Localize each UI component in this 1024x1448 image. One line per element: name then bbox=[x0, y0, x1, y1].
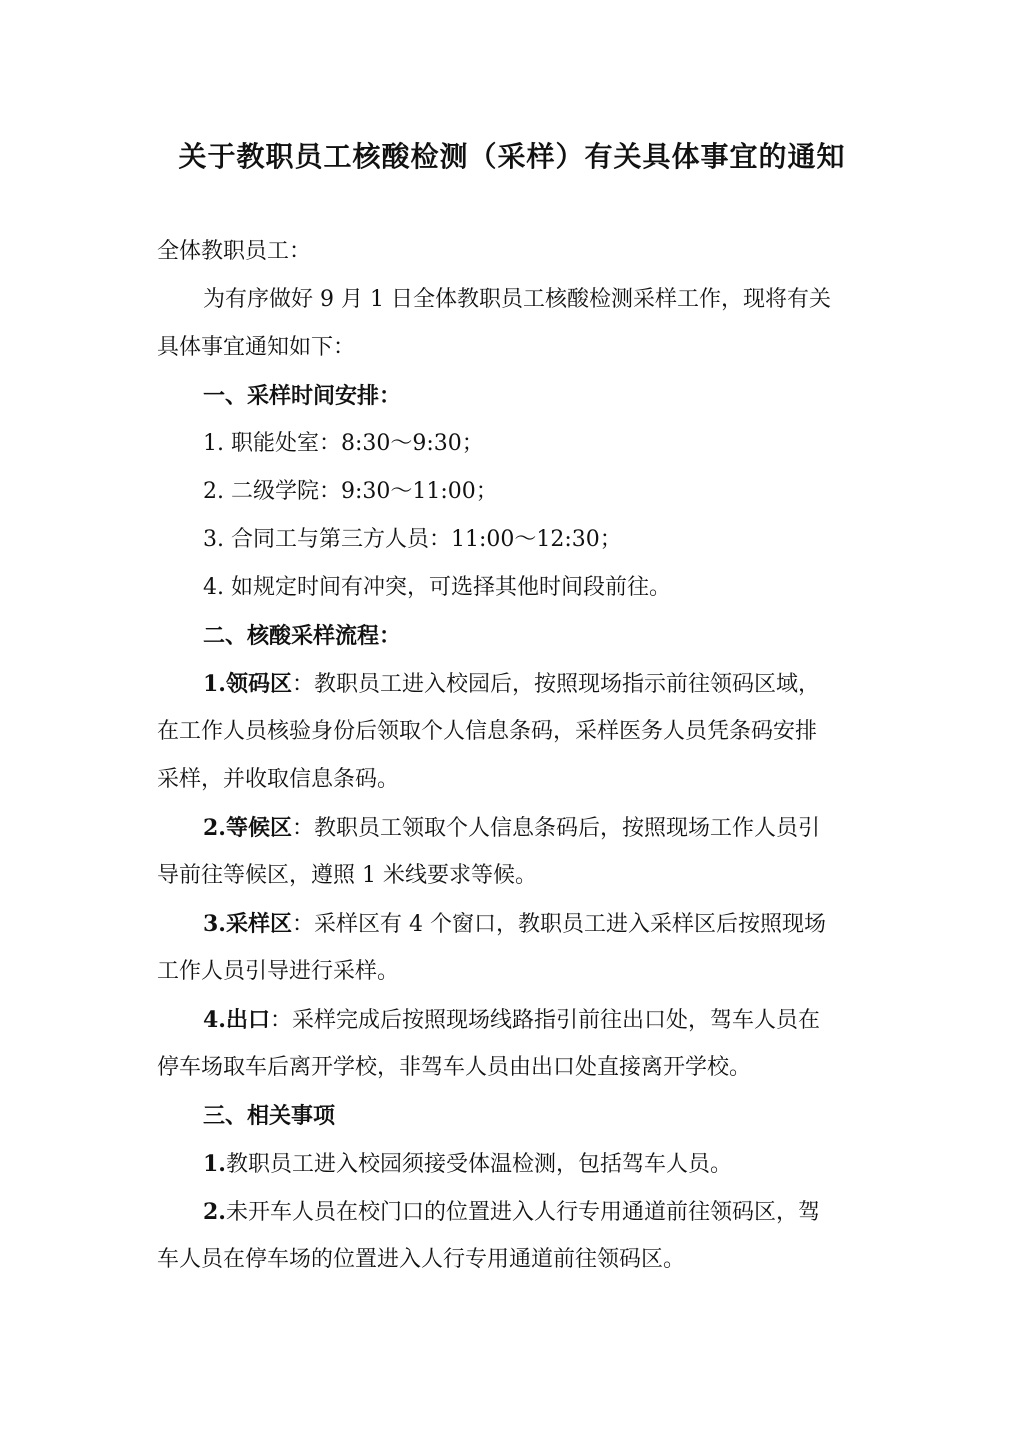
section-3-heading: 三、相关事项 bbox=[203, 1103, 336, 1129]
schedule-item: 1. 职能处室：8:30～9:30； bbox=[203, 431, 484, 456]
process-item-exit bbox=[203, 996, 872, 1045]
process-item-label: 2.等候区 bbox=[203, 815, 292, 841]
process-item-label: 4.出口 bbox=[203, 1007, 270, 1033]
schedule-item: 2. 二级学院：9:30～11:00； bbox=[203, 479, 498, 504]
matter-item-text: 车人员在停车场的位置进入人行专用通道前往领码区。 bbox=[157, 1247, 686, 1272]
section-2-heading: 二、核酸采样流程： bbox=[203, 623, 402, 649]
schedule-item: 3. 合同工与第三方人员：11:00～12:30； bbox=[203, 527, 622, 552]
process-item-text: ：采样完成后按照现场线路指引前往出口处，驾车人员在 bbox=[269, 1008, 820, 1033]
document-title: 关于教职员工核酸检测（采样）有关具体事宜的通知 bbox=[178, 140, 846, 173]
salutation: 全体教职员工： bbox=[157, 239, 312, 264]
matter-item-temperature bbox=[203, 1140, 872, 1189]
matter-item-text: 教职员工进入校园须接受体温检测，包括驾车人员。 bbox=[225, 1152, 732, 1177]
process-item-text: ：采样区有 4 个窗口，教职员工进入采样区后按照现场 bbox=[291, 912, 826, 937]
process-item-code-area bbox=[203, 660, 872, 709]
process-item-text: 导前往等候区，遵照 1 米线要求等候。 bbox=[157, 863, 537, 888]
process-item-text: 工作人员引导进行采样。 bbox=[157, 959, 400, 984]
intro-line-2: 具体事宜通知如下： bbox=[157, 335, 356, 360]
process-item-label: 1.领码区 bbox=[203, 671, 292, 697]
matter-item-text: 未开车人员在校门口的位置进入人行专用通道前往领码区，驾 bbox=[225, 1200, 820, 1225]
process-item-label: 3.采样区 bbox=[203, 911, 292, 937]
section-1-heading: 一、采样时间安排： bbox=[203, 383, 402, 409]
matter-item-label: 1. bbox=[203, 1151, 226, 1177]
process-item-text: ：教职员工进入校园后，按照现场指示前往领码区域， bbox=[291, 672, 820, 697]
process-item-text: ：教职员工领取个人信息条码后，按照现场工作人员引 bbox=[291, 816, 820, 841]
intro-line-1: 为有序做好 9 月 1 日全体教职员工核酸检测采样工作，现将有关 bbox=[203, 287, 831, 312]
process-item-text: 在工作人员核验身份后领取个人信息条码，采样医务人员凭条码安排 bbox=[157, 719, 818, 744]
process-item-waiting-area bbox=[203, 804, 872, 853]
process-item-text: 停车场取车后离开学校，非驾车人员由出口处直接离开学校。 bbox=[157, 1055, 752, 1080]
schedule-item: 4. 如规定时间有冲突，可选择其他时间段前往。 bbox=[203, 575, 671, 600]
matter-item-entrance bbox=[203, 1188, 872, 1237]
matter-item-label: 2. bbox=[203, 1199, 226, 1225]
process-item-sampling-area bbox=[203, 900, 872, 949]
process-item-text: 采样，并收取信息条码。 bbox=[157, 767, 400, 792]
